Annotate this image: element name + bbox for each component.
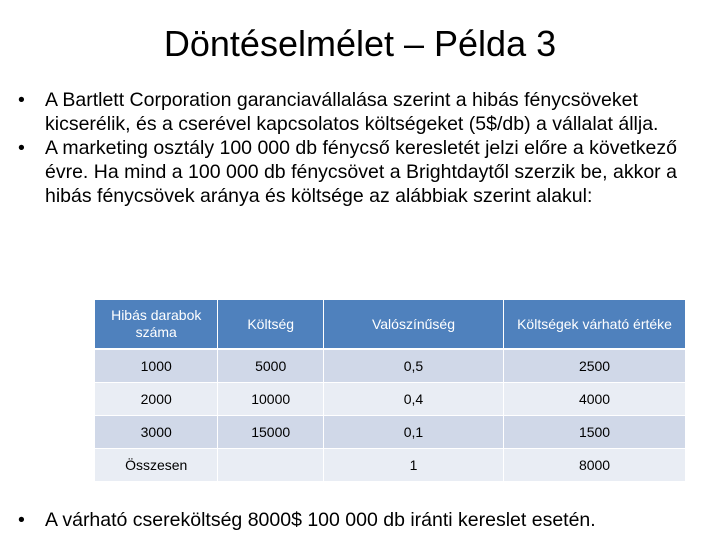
table-cell: 1 xyxy=(323,449,503,482)
bullet-item xyxy=(18,136,718,208)
bullet-dot: • xyxy=(18,509,25,531)
bullet-dot: • xyxy=(18,89,25,111)
table-cell: 5000 xyxy=(218,349,323,383)
header-probability: Valószínűség xyxy=(323,300,503,349)
table-row-total xyxy=(95,449,685,482)
bullet-text: A marketing osztály 100 000 db fénycső keresletét jelzi előre a következő évre. Ha mind a 100 000 db fénycsövet a Brightdaytől szerzik be, akkor a hibás fénycsövek aránya és költsége az alábbiak szerint alakul: xyxy=(45,137,677,207)
bullet-item xyxy=(18,88,718,136)
header-cost: Költség xyxy=(218,300,323,349)
header-expected-cost: Költségek várható értéke xyxy=(504,300,685,349)
table-header-row xyxy=(95,300,685,349)
bullet-text: A Bartlett Corporation garanciavállalása szerint a hibás fénycsöveket kicserélik, és a cserével kapcsolatos költségeket (5$/db) a vállalat állja. xyxy=(45,89,659,135)
table-cell: 3000 xyxy=(95,416,218,449)
table-cell: 0,4 xyxy=(323,383,503,416)
table-row xyxy=(95,383,685,416)
table-cell: 15000 xyxy=(218,416,323,449)
table-cell: 8000 xyxy=(504,449,685,482)
table-cell: 0,5 xyxy=(323,349,503,383)
bullet-item xyxy=(18,508,718,532)
table-cell: 1500 xyxy=(504,416,685,449)
table-cell: 0,1 xyxy=(323,416,503,449)
conclusion-list xyxy=(18,508,718,532)
table-cell: 2500 xyxy=(504,349,685,383)
table-row xyxy=(95,349,685,383)
table-cell: Összesen xyxy=(95,449,218,482)
table-cell: 4000 xyxy=(504,383,685,416)
table-cell xyxy=(218,449,323,482)
bullet-list xyxy=(18,88,718,208)
conclusion-text: A várható csereköltség 8000$ 100 000 db iránti kereslet esetén. xyxy=(45,509,596,531)
table-cell: 1000 xyxy=(95,349,218,383)
bullet-dot: • xyxy=(18,137,25,159)
table-cell: 2000 xyxy=(95,383,218,416)
table-row xyxy=(95,416,685,449)
cost-table xyxy=(95,300,685,481)
header-defect-count: Hibás darabok száma xyxy=(95,300,218,349)
slide-title: Döntéselmélet – Példa 3 xyxy=(163,23,557,64)
table-cell: 10000 xyxy=(218,383,323,416)
